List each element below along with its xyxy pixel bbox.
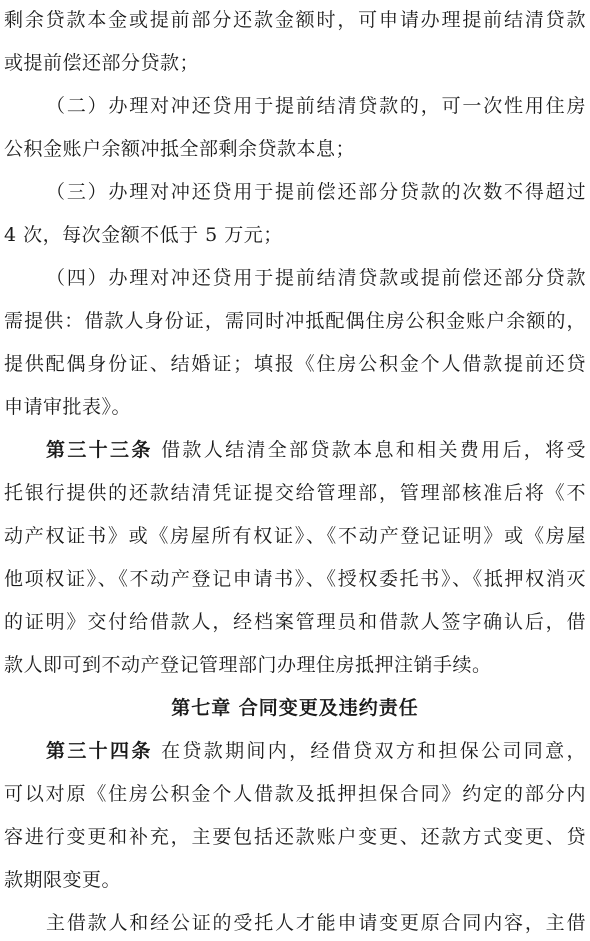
- paragraph-line: 款人即可到不动产登记管理部门办理住房抵押注销手续。: [4, 654, 492, 676]
- paragraph-line: 款期限变更。: [4, 869, 122, 891]
- paragraph-line: 可以对原《住房公积金个人借款及抵押担保合同》约定的部分内: [4, 783, 586, 805]
- paragraph-line: （四）办理对冲还贷用于提前结清贷款或提前偿还部分贷款: [46, 267, 586, 289]
- paragraph-line: 他项权证》、《不动产登记申请书》、《授权委托书》、《抵押权消灭: [4, 568, 586, 590]
- chapter-heading: 第七章 合同变更及违约责任: [171, 697, 419, 719]
- article-33-first-line: 第三十三条 借款人结清全部贷款本息和相关费用后，将受: [46, 439, 586, 461]
- paragraph-line: 或提前偿还部分贷款；: [4, 52, 200, 74]
- paragraph-line: 公积金账户余额冲抵全部剩余贷款本息；: [4, 138, 356, 160]
- paragraph-line: 需提供：借款人身份证，需同时冲抵配偶住房公积金账户余额的，: [4, 310, 586, 332]
- paragraph-line: 4 次，每次金额不低于 5 万元；: [4, 224, 283, 246]
- paragraph-line: 剩余贷款本金或提前部分还款金额时，可申请办理提前结清贷款: [4, 9, 586, 31]
- paragraph-line: 动产权证书》或《房屋所有权证》、《不动产登记证明》或《房屋: [4, 525, 586, 547]
- paragraph-line: （二）办理对冲还贷用于提前结清贷款的，可一次性用住房: [46, 95, 586, 117]
- paragraph-line: 提供配偶身份证、结婚证；填报《住房公积金个人借款提前还贷: [4, 353, 586, 375]
- article-34-first-line: 第三十四条 在贷款期间内，经借贷双方和担保公司同意，: [46, 740, 586, 762]
- paragraph-line: 托银行提供的还款结清凭证提交给管理部，管理部核准后将《不: [4, 482, 586, 504]
- paragraph-line-partial: 主借款人和经公证的受托人才能申请变更原合同内容，主借: [46, 912, 586, 934]
- paragraph-line: 的证明》交付给借款人，经档案管理员和借款人签字确认后，借: [4, 611, 586, 633]
- paragraph-line: 申请审批表》。: [4, 396, 132, 418]
- article-number: 第三十三条: [46, 439, 153, 461]
- paragraph-line: 容进行变更和补充，主要包括还款账户变更、还款方式变更、贷: [4, 826, 586, 848]
- paragraph-line: （三）办理对冲还贷用于提前偿还部分贷款的次数不得超过: [46, 181, 586, 203]
- article-number: 第三十四条: [46, 740, 153, 762]
